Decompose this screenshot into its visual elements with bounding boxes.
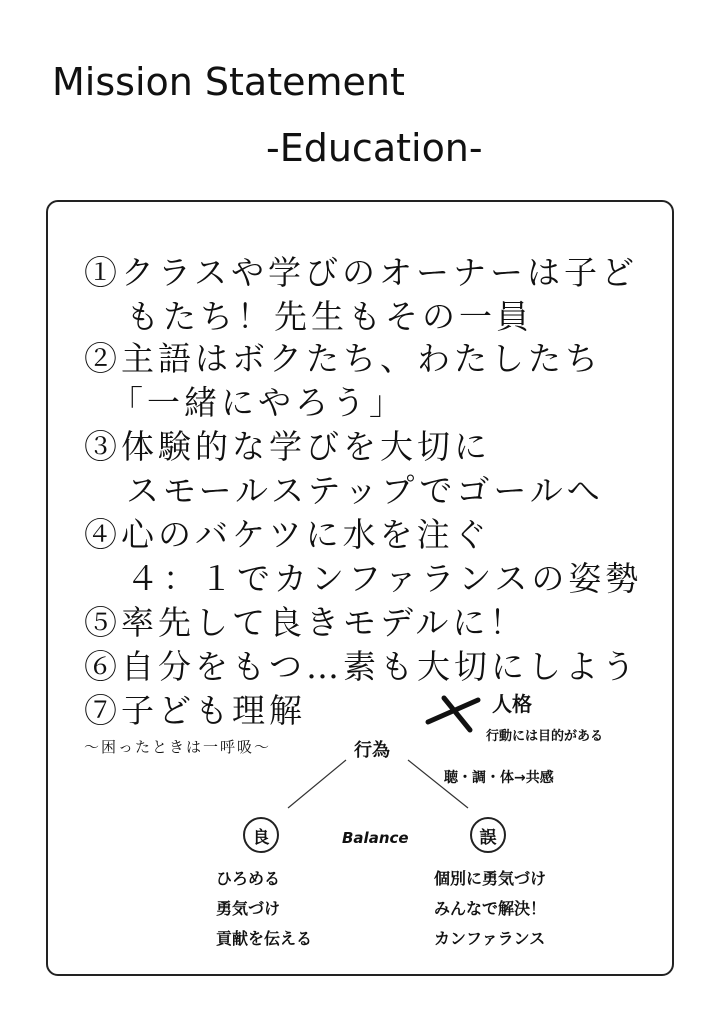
item-2-line-1: ②主語はボクたち、わたしたち bbox=[84, 339, 602, 378]
item-2-line-2: 「一緒にやろう」 bbox=[110, 383, 406, 422]
item-4-line-1: ④心のバケツに水を注ぐ bbox=[84, 515, 491, 554]
purpose-note: 行動には目的がある bbox=[486, 729, 604, 744]
wrong-action-1: 個別に勇気づけ bbox=[434, 869, 547, 888]
good-action-1: ひろめる bbox=[216, 869, 281, 888]
good-action-2: 勇気づけ bbox=[216, 899, 281, 918]
wrong-badge: 誤 bbox=[470, 817, 506, 853]
good-action-3: 貢献を伝える bbox=[216, 929, 313, 948]
page-title: Mission Statement bbox=[52, 60, 405, 104]
item-5: ⑤率先して良きモデルに！ bbox=[84, 603, 527, 642]
wrong-action-3: カンファランス bbox=[434, 929, 546, 948]
item-4-line-2: ４：１でカンファランスの姿勢 bbox=[126, 559, 643, 598]
person-label: 人格 bbox=[492, 692, 532, 716]
balance-label: Balance bbox=[342, 829, 409, 847]
act-label: 行為 bbox=[354, 740, 390, 761]
wrong-action-2: みんなで解決！ bbox=[434, 899, 547, 918]
item-7-subnote: ～困ったときは一呼吸～ bbox=[84, 738, 272, 756]
page-subtitle: -Education- bbox=[266, 126, 483, 170]
item-7: ⑦子ども理解 bbox=[84, 691, 306, 730]
branch-line-good bbox=[288, 760, 346, 808]
item-1-line-1: ①クラスや学びのオーナーは子ど bbox=[84, 253, 639, 292]
good-badge: 良 bbox=[243, 817, 279, 853]
item-3-line-1: ③体験的な学びを大切に bbox=[84, 427, 491, 466]
item-1-line-2: もたち！先生もその一員 bbox=[126, 297, 533, 336]
item-3-line-2: スモールステップでゴールへ bbox=[126, 471, 604, 510]
empathy-note: 聴・調・体→共感 bbox=[444, 770, 554, 786]
item-6: ⑥自分をもつ…素も大切にしよう bbox=[84, 647, 639, 686]
